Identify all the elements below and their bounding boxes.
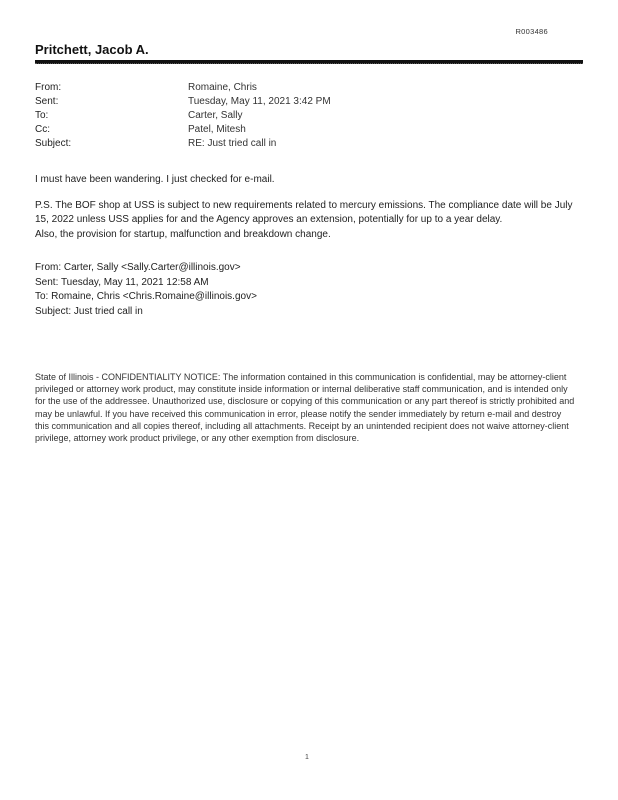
quoted-message-header <box>35 261 257 319</box>
body-line: Also, the provision for startup, malfunction and breakdown change. <box>35 228 331 240</box>
quoted-sent: Sent: Tuesday, May 11, 2021 12:58 AM <box>35 276 209 288</box>
header-rule <box>35 60 583 64</box>
header-value: Carter, Sally <box>188 110 243 121</box>
body-paragraph-1: I must have been wandering. I just checked for e-mail. <box>35 174 275 185</box>
header-row-cc <box>35 123 555 137</box>
quoted-to: To: Romaine, Chris <Chris.Romaine@illinois.gov> <box>35 291 257 302</box>
header-row-from <box>35 81 555 95</box>
header-label: From: <box>35 82 62 93</box>
header-label: To: <box>35 110 49 121</box>
header-row-to <box>35 109 555 123</box>
quoted-subject: Subject: Just tried call in <box>35 305 143 317</box>
header-label: Sent: <box>35 96 59 107</box>
quoted-from: From: Carter, Sally <Sally.Carter@illinois.gov> <box>35 262 241 273</box>
header-value: Romaine, Chris <box>188 82 257 93</box>
header-label: Subject: <box>35 138 72 149</box>
header-value: RE: Just tried call in <box>188 138 277 149</box>
header-row-sent <box>35 95 555 109</box>
body-line: P.S. The BOF shop at USS is subject to new requirements related to mercury emissions. The compliance date will be July <box>35 200 573 211</box>
mailbox-owner: Pritchett, Jacob A. <box>35 42 149 57</box>
header-value: Patel, Mitesh <box>188 124 246 135</box>
header-row-subject <box>35 137 555 151</box>
body-line: 15, 2022 unless USS applies for and the Agency approves an extension, potentially for up to a year delay. <box>35 214 503 226</box>
header-value: Tuesday, May 11, 2021 3:42 PM <box>188 96 331 107</box>
body-paragraph-2 <box>35 199 575 242</box>
bates-number: R003486 <box>515 27 548 36</box>
email-headers <box>35 81 555 151</box>
header-label: Cc: <box>35 124 50 135</box>
page-number: 1 <box>305 754 309 761</box>
confidentiality-notice: State of Illinois - CONFIDENTIALITY NOTICE: The information contained in this communication is confidential, may be attorney-client privileged or attorney work product, may constitute inside information or internal deliberative staff communication, and is intended only for the use of the addressee. Unauthorized use, disclosure or copying of this communication or any part thereof is strictly prohibited and may be unlawful. If you have received this communication in error, please notify the sender immediately by return e-mail and destroy this communication and all copies thereof, including all attachments. Receipt by an unintended recipient does not waive attorney-client privilege, attorney work product privilege, or any other exemption from disclosure. <box>35 372 575 444</box>
